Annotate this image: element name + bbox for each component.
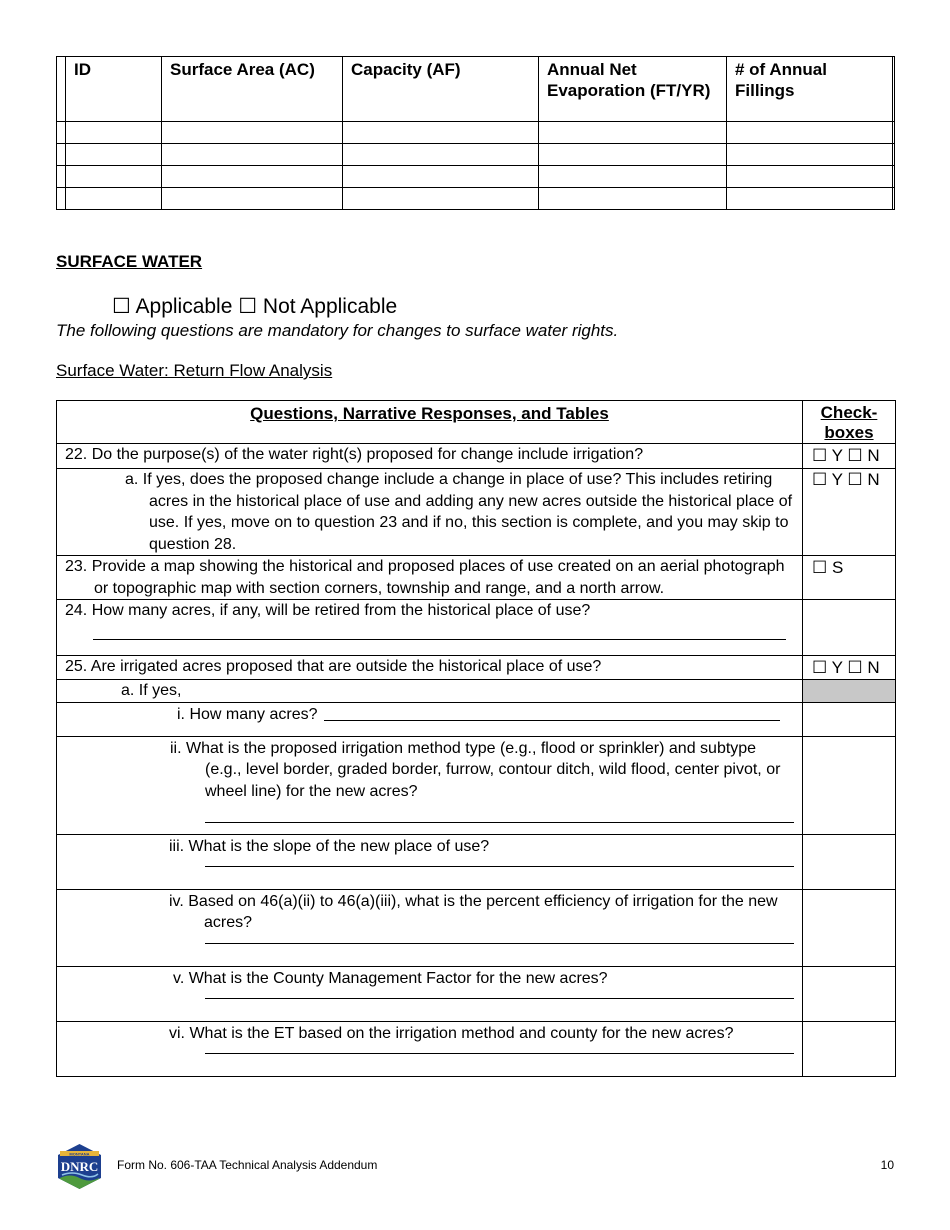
table-cell[interactable] [162,188,343,210]
q25a-vi-check-cell [803,1021,896,1076]
q25a-iii-check-cell [803,834,896,889]
subheading: Surface Water: Return Flow Analysis [56,361,333,380]
applicable-checkbox[interactable]: ☐ Applicable [112,295,233,318]
page-number: 10 [880,1158,894,1172]
table-row [57,736,896,834]
dnrc-logo [56,1143,103,1190]
table-cell[interactable] [727,144,893,166]
question-25a-i: i. How many acres? [177,705,318,723]
q24-check-cell [803,600,896,656]
question-23: 23. Provide a map showing the historical and proposed places of use created on an aerial photograph or topographic map with section corners, township and range, and a north arrow. [65,558,785,597]
col-header-capacity: Capacity (AF) [343,57,539,122]
question-25a-vi: vi. What is the ET based on the irrigation method and county for the new acres? [169,1024,734,1042]
question-25a: a. If yes, [121,682,182,699]
q22a-checkbox[interactable]: ☐ Y ☐ N [803,469,896,556]
question-22a: a. If yes, does the proposed change include a change in place of use? This includes retiring acres in the historical place of use and adding any new acres outside the historical place of use. If yes, move on to question 23 and if no, this section is complete, and you may skip to question 28. [125,471,793,553]
table-cell[interactable] [539,166,727,188]
table-cell[interactable] [162,122,343,144]
section-heading: SURFACE WATER [56,252,203,271]
table-row [57,122,895,144]
table-cell[interactable] [539,122,727,144]
table-row [57,656,896,680]
table-row [57,702,896,736]
questions-table [56,400,896,1077]
question-25a-iii: iii. What is the slope of the new place of use? [169,837,490,855]
table-cell[interactable] [343,122,539,144]
table-cell[interactable] [162,166,343,188]
table-row [57,556,896,600]
table-gutter [57,57,66,122]
table-row [57,966,896,1021]
table-cell[interactable] [66,122,162,144]
answer-line-25a-vi[interactable] [205,1053,794,1054]
answer-line-25a-i[interactable] [324,720,780,721]
table-cell[interactable] [343,188,539,210]
table-cell[interactable] [343,166,539,188]
q22-checkbox[interactable]: ☐ Y ☐ N [803,444,896,469]
table-row [57,188,895,210]
question-25a-ii: ii. What is the proposed irrigation method type (e.g., flood or sprinkler) and subtype (e.g., level border, graded border, furrow, contour ditch, wild flood, center pivot, or wheel line) for the new acres? [170,739,781,800]
table-row [57,444,896,469]
logo-small-text: MONTANA [69,1151,90,1157]
table-row [57,600,896,656]
answer-line-24[interactable] [93,639,786,640]
table-row [57,1021,896,1076]
table-cell[interactable] [727,166,893,188]
table-row [57,889,896,966]
table-cell[interactable] [66,166,162,188]
question-22: 22. Do the purpose(s) of the water right(s) proposed for change include irrigation? [65,446,644,463]
question-25a-i-wrap [57,703,802,726]
table-cell[interactable] [539,144,727,166]
header-questions: Questions, Narrative Responses, and Tables [57,401,803,444]
table-row [57,680,896,703]
col-header-fillings: # of Annual Fillings [727,57,893,122]
table-row [57,469,896,556]
logo-text: DNRC [60,1159,99,1174]
table-gutter [893,57,895,122]
questions-header-row [57,401,896,444]
table-row [57,166,895,188]
question-25a-iv: iv. Based on 46(a)(ii) to 46(a)(iii), what is the percent efficiency of irrigation for the new acres? [169,892,778,931]
question-25: 25. Are irrigated acres proposed that are outside the historical place of use? [65,658,602,675]
answer-line-25a-v[interactable] [205,998,794,999]
table-cell[interactable] [66,188,162,210]
table-cell[interactable] [66,144,162,166]
question-25a-v: v. What is the County Management Factor for the new acres? [173,969,608,987]
q25a-ii-check-cell [803,736,896,834]
table-cell[interactable] [539,188,727,210]
col-header-surface-area: Surface Area (AC) [162,57,343,122]
table-row [57,834,896,889]
table-cell[interactable] [162,144,343,166]
not-applicable-checkbox[interactable]: ☐ Not Applicable [238,295,398,318]
q25a-i-check-cell [803,702,896,736]
answer-line-25a-iii[interactable] [205,866,794,867]
table-cell[interactable] [343,144,539,166]
table-row [57,144,895,166]
table-cell[interactable] [727,188,893,210]
header-checkboxes-line1: Check- [820,403,878,422]
answer-line-25a-iv[interactable] [205,943,794,944]
reservoir-table [56,56,895,210]
header-checkboxes-line2: boxes [824,423,874,442]
q23-checkbox[interactable]: ☐ S [803,556,896,600]
reservoir-header-row [57,57,895,122]
col-header-id: ID [66,57,162,122]
question-24: 24. How many acres, if any, will be retired from the historical place of use? [65,602,591,619]
q25-checkbox[interactable]: ☐ Y ☐ N [803,656,896,680]
mandatory-note: The following questions are mandatory for changes to surface water rights. [56,321,619,340]
footer-form-label: Form No. 606-TAA Technical Analysis Addendum [117,1158,378,1172]
header-checkboxes [803,401,896,444]
answer-line-25a-ii[interactable] [205,822,794,823]
q25a-iv-check-cell [803,889,896,966]
table-cell[interactable] [727,122,893,144]
col-header-evaporation: Annual Net Evaporation (FT/YR) [539,57,727,122]
applicability-options [112,294,397,319]
q25a-v-check-cell [803,966,896,1021]
q25a-shaded-cell [803,680,896,703]
